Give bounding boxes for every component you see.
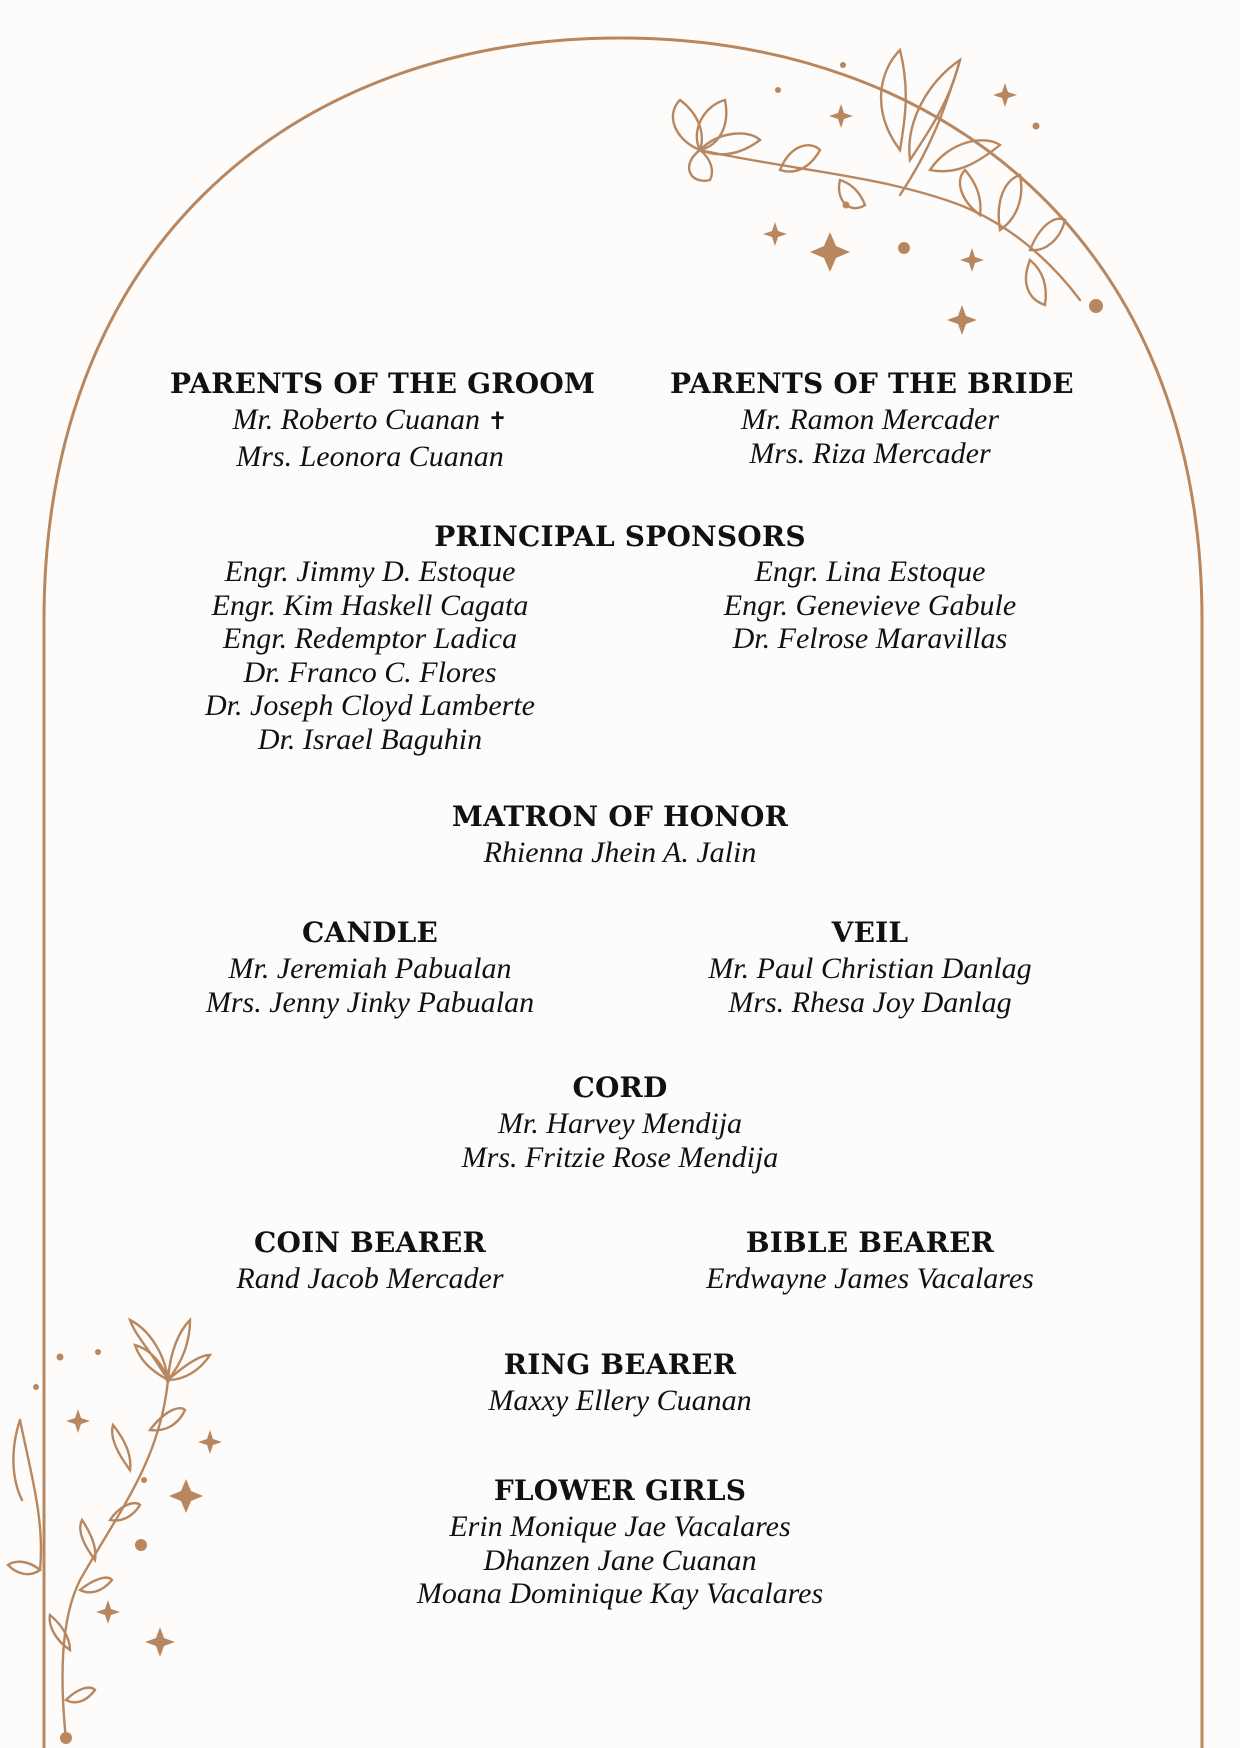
veil-section [670,914,1070,1019]
flower-girls-heading: FLOWER GIRLS [493,1474,747,1507]
flower-girls-names [370,1510,870,1611]
candle-heading: CANDLE [301,916,439,949]
name-line: Erdwayne James Vacalares [706,1262,1034,1295]
name-line: Mr. Ramon Mercader [740,403,999,436]
name-line: Maxxy Ellery Cuanan [488,1384,752,1417]
matron-of-honor-heading: MATRON OF HONOR [451,800,789,833]
bible-bearer-section [670,1224,1070,1296]
candle-names [170,952,570,1019]
name-line: Mrs. Fritzie Rose Mendija [461,1140,779,1174]
cross-icon: ✝ [487,409,508,435]
coin-bearer-heading: COIN BEARER [254,1226,486,1259]
parents-of-bride-names [670,403,1070,470]
matron-of-honor-section [370,798,870,870]
name-line: Mrs. Riza Mercader [749,436,991,470]
bible-bearer-heading: BIBLE BEARER [745,1226,995,1259]
parents-of-bride-heading: PARENTS OF THE BRIDE [670,367,1074,400]
veil-heading: VEIL [831,916,909,949]
parents-of-groom-heading: PARENTS OF THE GROOM [170,367,596,400]
veil-names [670,952,1070,1019]
parents-of-groom-names [170,403,570,473]
cord-heading: CORD [572,1071,668,1104]
coin-bearer-section [170,1224,570,1296]
name-line: Mrs. Leonora Cuanan [236,439,504,473]
name-line: Engr. Genevieve Gabule [723,588,1017,622]
name-line: Rand Jacob Mercader [236,1262,504,1295]
name-line: Dhanzen Jane Cuanan [483,1543,757,1577]
name-line: Mr. Jeremiah Pabualan [228,952,512,985]
name-line: Engr. Kim Haskell Cagata [211,588,529,622]
parents-of-bride-section [670,365,1074,470]
ring-bearer-section [370,1346,870,1418]
principal-sponsors-right [670,555,1070,656]
flower-girls-section [370,1472,870,1611]
name-line: Mr. Paul Christian Danlag [708,952,1032,985]
name-line: Engr. Redemptor Ladica [222,622,518,655]
name-line: Dr. Israel Baguhin [257,722,483,756]
name-line: Dr. Joseph Cloyd Lamberte [205,689,535,722]
name-line: Rhienna Jhein A. Jalin [483,836,757,869]
name-line: Mrs. Jenny Jinky Pabualan [205,985,535,1019]
ring-bearer-heading: RING BEARER [503,1348,737,1381]
name-text: Mr. Roberto Cuanan [232,403,480,436]
cord-section [370,1069,870,1174]
name-line: Mr. Harvey Mendija [497,1107,743,1140]
name-line: Engr. Jimmy D. Estoque [224,555,516,588]
name-line: Engr. Lina Estoque [754,555,986,588]
name-line: Dr. Felrose Maravillas [732,622,1008,655]
principal-sponsors-heading: PRINCIPAL SPONSORS [434,520,806,553]
name-line [170,403,570,440]
floral-branch-bottom-left-icon [8,1320,210,1740]
name-line: Dr. Franco C. Flores [243,655,497,689]
name-line: Moana Dominique Kay Vacalares [416,1577,824,1610]
name-line: Erin Monique Jae Vacalares [449,1510,791,1543]
parents-of-groom-section [170,365,596,473]
name-line: Mrs. Rhesa Joy Danlag [728,985,1012,1019]
cord-names [370,1107,870,1174]
principal-sponsors-left [170,555,570,756]
candle-section [170,914,570,1019]
